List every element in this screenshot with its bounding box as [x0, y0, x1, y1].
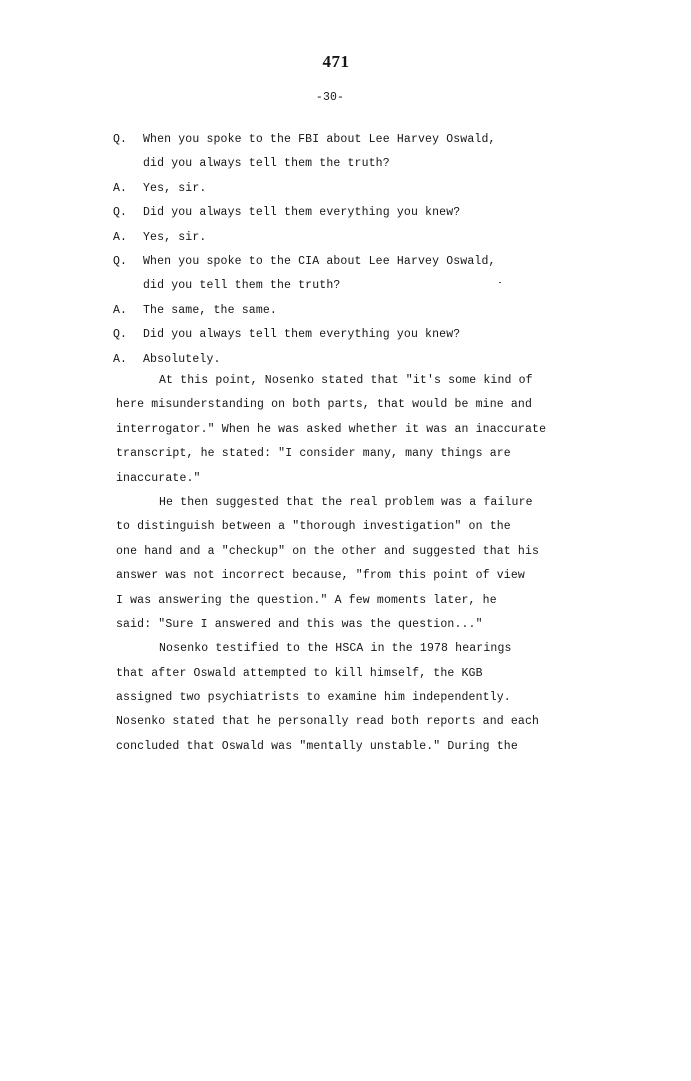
qa-transcript: [113, 131, 593, 375]
qa-text: Absolutely.: [143, 352, 221, 366]
qa-marker: A.: [113, 303, 128, 317]
text-line: that after Oswald attempted to kill himself, the KGB: [116, 666, 483, 680]
qa-marker: A.: [113, 230, 128, 244]
page-number: 471: [322, 52, 350, 71]
document-page-label: -30-: [315, 91, 345, 104]
qa-line: [113, 180, 593, 204]
qa-text: When you spoke to the FBI about Lee Harvey Oswald,: [143, 133, 496, 146]
text-line: Nosenko stated that he personally read both reports and each: [116, 715, 540, 729]
text-line: At this point, Nosenko stated that "it's some kind of: [159, 374, 533, 387]
qa-line: [113, 277, 593, 301]
qa-marker: Q.: [113, 133, 128, 146]
text-line: assigned two psychiatrists to examine him independently.: [116, 691, 511, 705]
qa-line: [113, 155, 593, 179]
qa-text: Yes, sir.: [143, 181, 207, 195]
qa-text: Did you always tell them everything you knew?: [143, 206, 461, 220]
text-line: transcript, he stated: "I consider many, many things are: [116, 447, 511, 461]
qa-marker: A.: [113, 181, 128, 195]
qa-marker: Q.: [113, 328, 128, 342]
qa-text: did you always tell them the truth?: [143, 157, 390, 171]
qa-line: [113, 326, 593, 350]
body-text: [116, 372, 586, 762]
text-line: He then suggested that the real problem was a failure: [159, 495, 533, 509]
scan-speck: [499, 282, 501, 283]
qa-line: [113, 229, 593, 253]
qa-marker: A.: [113, 352, 128, 366]
text-line: said: "Sure I answered and this was the question...": [116, 617, 483, 631]
text-line: here misunderstanding on both parts, that would be mine and: [116, 398, 533, 412]
qa-marker: Q.: [113, 254, 128, 268]
qa-text: When you spoke to the CIA about Lee Harvey Oswald,: [143, 254, 496, 268]
qa-line: [113, 204, 593, 228]
text-line: I was answering the question." A few moments later, he: [116, 593, 497, 607]
text-line: concluded that Oswald was "mentally unstable." During the: [116, 739, 518, 753]
qa-line: [113, 302, 593, 326]
qa-text: The same, the same.: [143, 303, 277, 317]
text-line: answer was not incorrect because, "from this point of view: [116, 569, 525, 583]
qa-line: [113, 253, 593, 277]
qa-text: Yes, sir.: [143, 230, 207, 244]
qa-text: did you tell them the truth?: [143, 279, 341, 293]
text-line: interrogator." When he was asked whether it was an inaccurate: [116, 422, 547, 436]
text-line: one hand and a "checkup" on the other and suggested that his: [116, 544, 540, 558]
qa-text: Did you always tell them everything you knew?: [143, 328, 461, 342]
text-line: Nosenko testified to the HSCA in the 1978 hearings: [159, 642, 512, 656]
text-line: to distinguish between a "thorough investigation" on the: [116, 520, 511, 534]
qa-line: [113, 131, 593, 155]
text-line: inaccurate.": [116, 471, 201, 485]
qa-marker: Q.: [113, 206, 128, 220]
